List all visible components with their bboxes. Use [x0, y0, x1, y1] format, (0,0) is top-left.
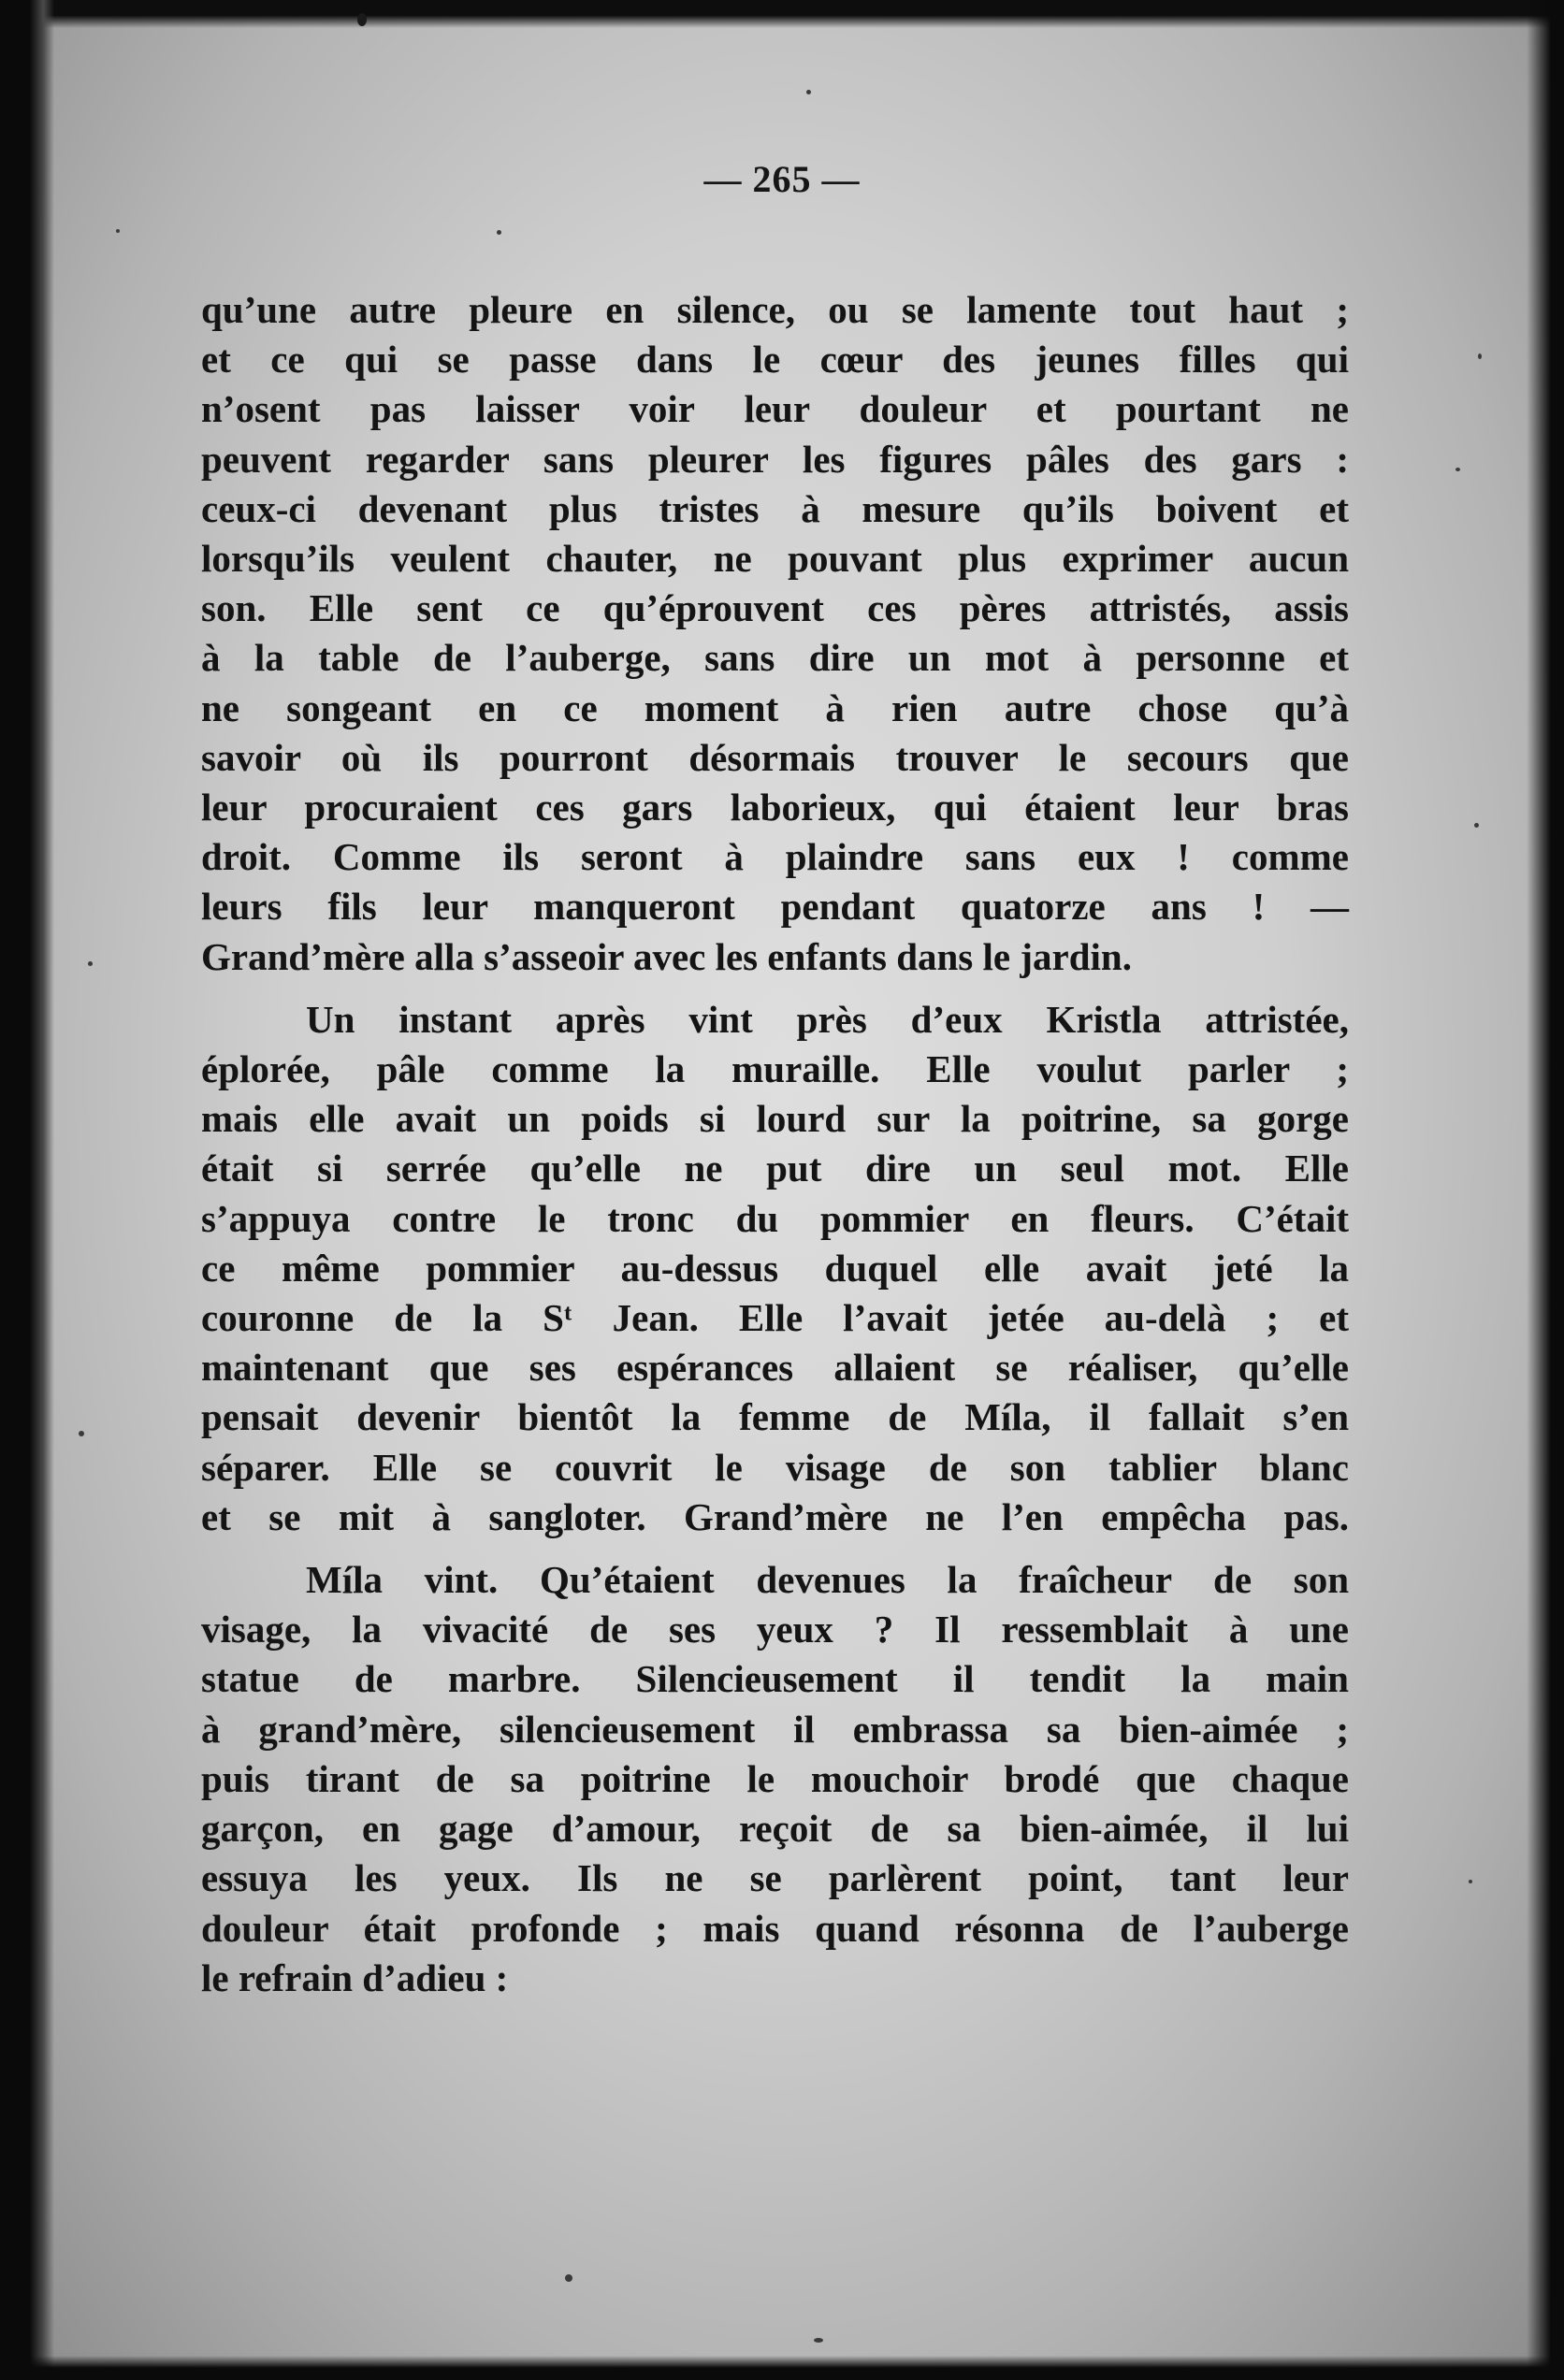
text-line: maintenant que ses espérances allaient se réaliser, qu’elle [201, 1346, 1349, 1390]
dust-speck [1474, 823, 1479, 828]
body-text [201, 285, 1349, 2003]
text-line: lorsqu’ils veulent chauter, ne pouvant plus exprimer aucun [201, 537, 1349, 581]
paragraph-1 [201, 285, 1349, 982]
text-line: leur procuraient ces gars laborieux, qui étaient leur bras [201, 786, 1349, 829]
dust-speck [814, 2338, 823, 2343]
dust-speck [1455, 468, 1460, 471]
text-line: couronne de la Sᵗ Jean. Elle l’avait jetée au-delà ; et [201, 1296, 1349, 1340]
text-line: savoir où ils pourront désormais trouver le secours que [201, 735, 1349, 779]
text-line: leurs fils leur manqueront pendant quatorze ans ! — [201, 885, 1349, 929]
text-line: à la table de l’auberge, sans dire un mot à personne et [201, 636, 1349, 680]
text-line: Grand’mère alla s’asseoir avec les enfants dans le jardin. [201, 934, 1132, 978]
text-line: éplorée, pâle comme la muraille. Elle voulut parler ; [201, 1047, 1349, 1091]
scan-border-top [0, 0, 1564, 28]
text-line: son. Elle sent ce qu’éprouvent ces pères attristés, assis [201, 586, 1349, 630]
text-line: garçon, en gage d’amour, reçoit de sa bien-aimée, il lui [201, 1807, 1349, 1851]
text-line: Míla vint. Qu’étaient devenues la fraîcheur de son [306, 1558, 1349, 1602]
text-line: le refrain d’adieu : [201, 1955, 509, 1999]
dust-speck [88, 961, 93, 966]
dust-speck [497, 230, 501, 235]
dust-speck [1469, 1880, 1472, 1883]
text-line: à grand’mère, silencieusement il embrassa sa bien-aimée ; [201, 1707, 1349, 1751]
text-line: qu’une autre pleure en silence, ou se lamente tout haut ; [201, 288, 1349, 331]
scan-border-bottom [0, 2356, 1564, 2380]
text-line: n’osent pas laisser voir leur douleur et pourtant ne [201, 387, 1349, 431]
dust-speck [806, 90, 811, 94]
text-line: ne songeant en ce moment à rien autre chose qu’à [201, 685, 1349, 729]
text-line: pensait devenir bientôt la femme de Míla, il fallait s’en [201, 1395, 1349, 1439]
dust-speck [1478, 353, 1482, 359]
dust-speck [79, 1431, 84, 1436]
text-line: douleur était profonde ; mais quand résonna de l’auberge [201, 1906, 1349, 1950]
text-line: mais elle avait un poids si lourd sur la poitrine, sa gorge [201, 1097, 1349, 1141]
text-line: et se mit à sangloter. Grand’mère ne l’en empêcha pas. [201, 1494, 1349, 1538]
dust-speck [565, 2274, 572, 2282]
text-line: séparer. Elle se couvrit le visage de son tablier blanc [201, 1445, 1349, 1489]
dust-speck [116, 229, 120, 233]
text-line: droit. Comme ils seront à plaindre sans eux ! comme [201, 835, 1349, 879]
text-line: visage, la vivacité de ses yeux ? Il ressemblait à une [201, 1608, 1349, 1652]
text-line: Un instant après vint près d’eux Kristla attristée, [306, 997, 1349, 1041]
scan-border-right [1527, 0, 1564, 2380]
text-line: ce même pommier au-dessus duquel elle avait jeté la [201, 1246, 1349, 1290]
text-line: était si serrée qu’elle ne put dire un seul mot. Elle [201, 1147, 1349, 1190]
text-line: peuvent regarder sans pleurer les figures pâles des gars : [201, 437, 1349, 481]
text-line: statue de marbre. Silencieusement il tendit la main [201, 1657, 1349, 1701]
text-line: ceux-ci devenant plus tristes à mesure qu’ils boivent et [201, 486, 1349, 530]
scan-border-left [0, 0, 54, 2380]
text-line: puis tirant de sa poitrine le mouchoir brodé que chaque [201, 1756, 1349, 1800]
dust-speck [357, 13, 367, 26]
paragraph-2 [201, 995, 1349, 1542]
paragraph-3 [201, 1555, 1349, 2003]
text-line: s’appuya contre le tronc du pommier en fleurs. C’était [201, 1196, 1349, 1240]
page-number: — 265 — [703, 158, 861, 200]
text-line: essuya les yeux. Ils ne se parlèrent point, tant leur [201, 1856, 1349, 1900]
text-line: et ce qui se passe dans le cœur des jeunes filles qui [201, 338, 1349, 382]
